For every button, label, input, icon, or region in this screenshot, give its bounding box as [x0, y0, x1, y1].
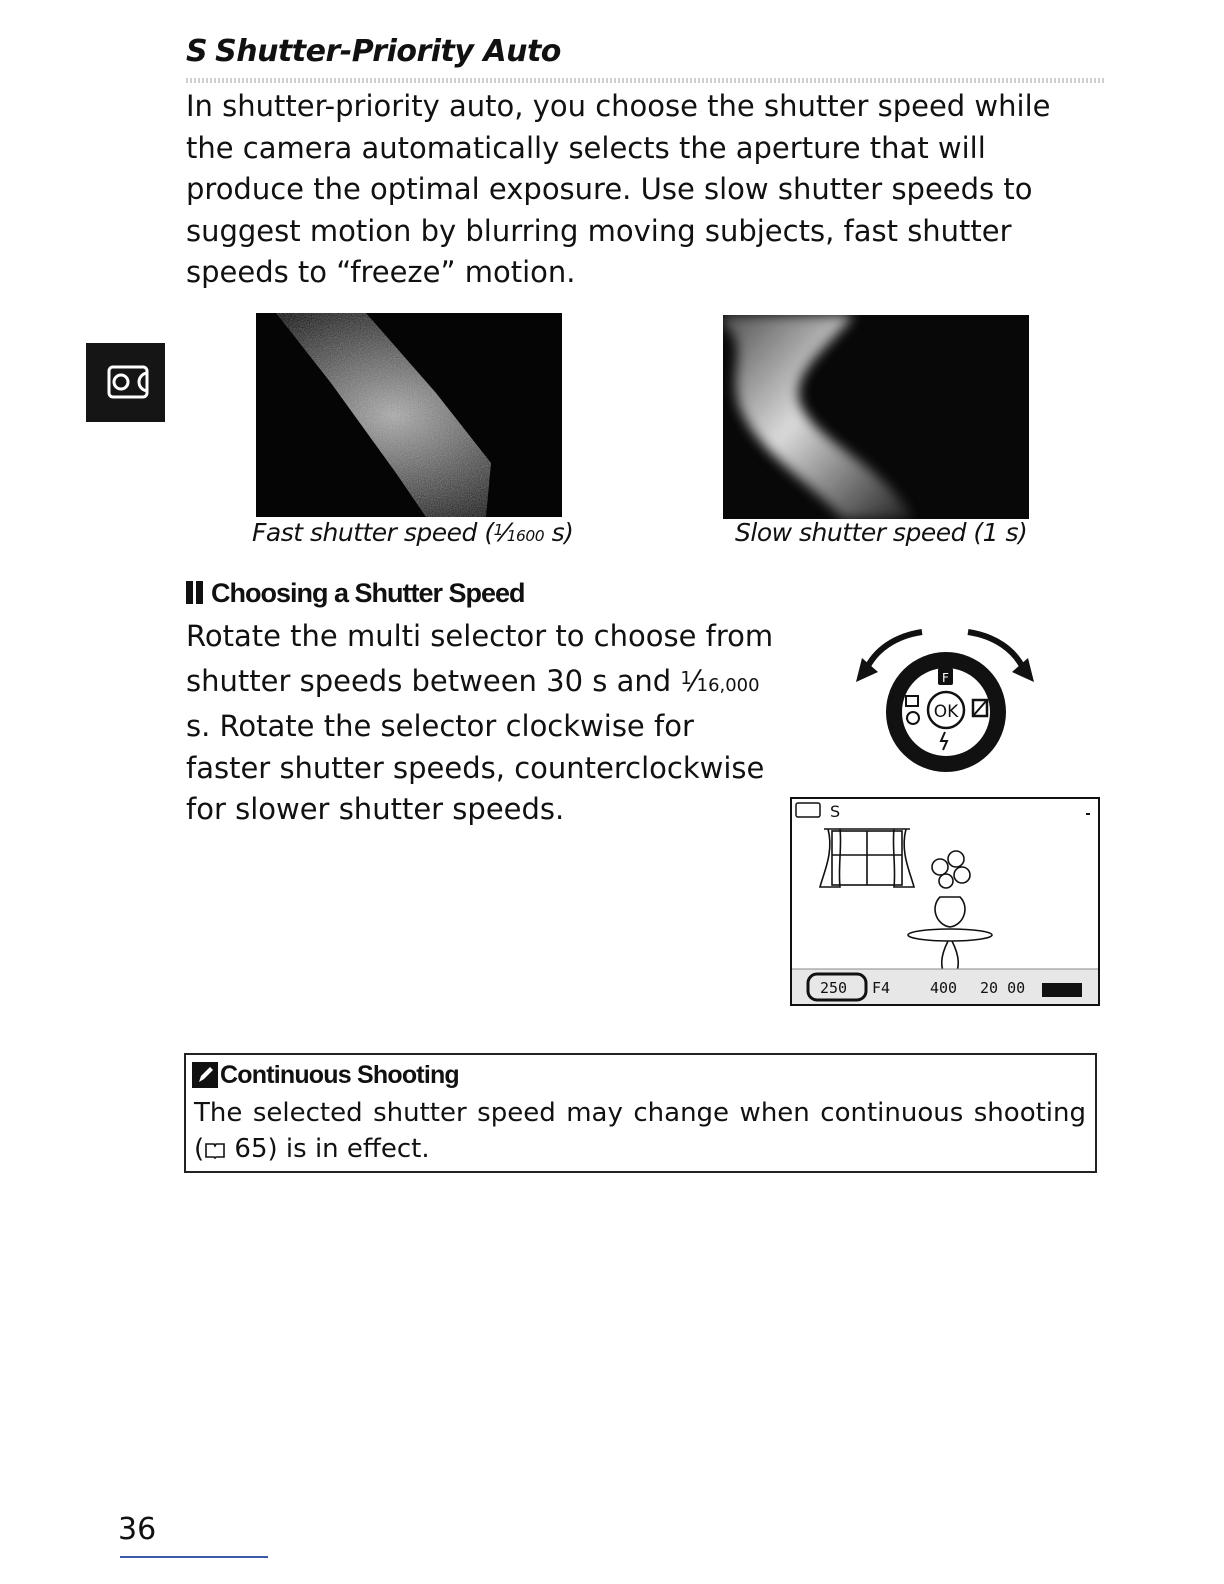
note-title: Continuous Shooting [220, 1061, 459, 1089]
lcd-extra-value: 20 00 [980, 979, 1026, 997]
note-heading [192, 1061, 459, 1090]
fast-shutter-caption: Fast shutter speed ($^1$⁄1600 s) [252, 518, 574, 547]
monitor-illustration [790, 797, 1100, 1006]
lcd-mode-letter: S [830, 802, 841, 821]
mode-letter: S [186, 34, 208, 69]
lcd-shutter-value: 250 [820, 979, 848, 997]
section-title: Shutter-Priority Auto [215, 34, 561, 69]
note-text: The selected shutter speed may change when continuous shooting ( 65) is in effect. [194, 1098, 1086, 1164]
ok-button-label: OK [933, 702, 959, 722]
choosing-heading [186, 578, 525, 609]
side-tab [86, 343, 165, 422]
choosing-title: Choosing a Shutter Speed [211, 578, 525, 608]
slow-shutter-photo [723, 315, 1029, 519]
book-icon [204, 1141, 226, 1159]
page-number: 36 [118, 1512, 157, 1547]
multi-selector-diagram [850, 620, 1040, 780]
page-number-rule [120, 1556, 268, 1558]
slow-shutter-caption: Slow shutter speed (1 s) [735, 518, 1028, 547]
fast-shutter-photo [256, 313, 562, 517]
intro-paragraph: In shutter-priority auto, you choose the shutter speed while the camera automatically selects the aperture that will produce the optimal exposure. Use slow shutter speeds to suggest motion by blurring moving subjects, fast shutter speeds to “freeze” motion. [186, 89, 1051, 289]
section-heading [186, 34, 1106, 69]
heading-rule [186, 78, 1104, 83]
lcd-aperture-value: F4 [872, 979, 891, 997]
pencil-icon [192, 1062, 218, 1088]
lcd-iso-value: 400 [930, 979, 958, 997]
choosing-paragraph: Rotate the multi selector to choose from shutter speeds between 30 s and $^1$⁄16,000 s. Rotate the selector clockwise for faster shutter speeds, counterclockwise for slower shutter speeds. [186, 619, 774, 827]
note-box [184, 1053, 1097, 1173]
camera-scene-icon [86, 343, 165, 422]
flash-mode-label: F [942, 671, 949, 685]
